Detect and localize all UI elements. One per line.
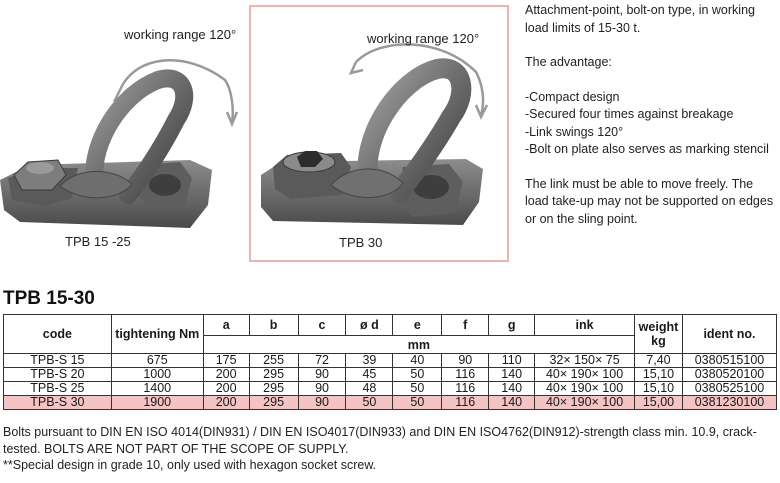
cell-a: 175 [203,354,249,368]
product-description [525,2,775,228]
cell-c: 90 [298,382,346,396]
col-header-tightening: tightening Nm [111,315,203,354]
working-range-label: working range 120° [124,27,237,42]
cell-d: 39 [346,354,393,368]
col-header-b: b [249,315,298,336]
cell-weight: 15,10 [634,368,682,382]
cell-weight: 15,10 [634,382,682,396]
advantage-item: -Bolt on plate also serves as marking stencil [525,142,769,156]
cell-b: 295 [249,382,298,396]
cell-ident: 0381230100 [682,396,776,410]
col-header-weight: weight kg [634,315,682,354]
cell-c: 90 [298,396,346,410]
cell-code: TPB-S 25 [4,382,112,396]
model-label: TPB 15 -25 [65,234,131,249]
cell-code: TPB-S 20 [4,368,112,382]
cell-d: 45 [346,368,393,382]
cell-e: 50 [393,396,442,410]
cell-f: 116 [442,368,489,382]
cell-ident: 0380525100 [682,382,776,396]
table-row [4,354,777,368]
cell-d: 48 [346,382,393,396]
table-row [4,382,777,396]
cell-g: 110 [489,354,535,368]
cell-b: 295 [249,396,298,410]
usage-note: The link must be able to move freely. The load take-up may not be supported on edges or on the sling point. [525,176,774,226]
cell-d: 50 [346,396,393,410]
col-header-code: code [4,315,112,354]
cell-code: TPB-S 15 [4,354,112,368]
advantage-item: -Compact design [525,89,620,104]
cell-tightening: 1400 [111,382,203,396]
product-image-tpb-15-25 [0,0,248,262]
cell-f: 116 [442,382,489,396]
cell-ident: 0380520100 [682,368,776,382]
col-header-c: c [298,315,346,336]
cell-f: 116 [442,396,489,410]
footnote-bolts: Bolts pursuant to DIN EN ISO 4014(DIN931) / DIN EN ISO4017(DIN933) and DIN EN ISO4762(DIN912)-strength class min. 10.9, crack-tested. BOLTS ARE NOT PART OF THE SCOPE OF SUPPLY. [3,425,757,456]
cell-c: 90 [298,368,346,382]
cell-weight: 15,00 [634,396,682,410]
cell-ink: 32× 150× 75 [535,354,635,368]
table-row-highlighted [4,396,777,410]
cell-g: 140 [489,396,535,410]
cell-ink: 40× 190× 100 [535,368,635,382]
cell-e: 40 [393,354,442,368]
unit-label: mm [203,336,634,354]
table-row [4,368,777,382]
product-image-tpb-30 [249,5,509,262]
cell-tightening: 1000 [111,368,203,382]
footnote-special-design: **Special design in grade 10, only used with hexagon socket screw. [3,458,377,472]
cell-a: 200 [203,382,249,396]
advantage-item: -Link swings 120° [525,124,624,139]
cell-ink: 40× 190× 100 [535,396,635,410]
intro-text: Attachment-point, bolt-on type, in working load limits of 15-30 t. [525,3,755,35]
model-label: TPB 30 [339,235,383,250]
advantage-item: -Secured four times against breakage [525,107,734,121]
cell-c: 72 [298,354,346,368]
col-header-a: a [203,315,249,336]
cell-code: TPB-S 30 [4,396,112,410]
col-header-g: g [489,315,535,336]
col-header-ink: ink [535,315,635,336]
cell-weight: 7,40 [634,354,682,368]
col-header-d: ø d [346,315,393,336]
cell-g: 140 [489,368,535,382]
spec-table [3,314,777,410]
cell-e: 50 [393,368,442,382]
cell-ident: 0380515100 [682,354,776,368]
col-header-ident: ident no. [682,315,776,354]
col-header-e: e [393,315,442,336]
cell-a: 200 [203,368,249,382]
cell-g: 140 [489,382,535,396]
table-title: TPB 15-30 [3,288,95,309]
footnotes [3,424,778,474]
cell-tightening: 1900 [111,396,203,410]
cell-a: 200 [203,396,249,410]
cell-ink: 40× 190× 100 [535,382,635,396]
cell-b: 255 [249,354,298,368]
cell-tightening: 675 [111,354,203,368]
cell-f: 90 [442,354,489,368]
table-header-row [4,315,777,336]
cell-b: 295 [249,368,298,382]
advantage-heading: The advantage: [525,55,612,69]
cell-e: 50 [393,382,442,396]
col-header-f: f [442,315,489,336]
working-range-label: working range 120° [367,31,480,46]
